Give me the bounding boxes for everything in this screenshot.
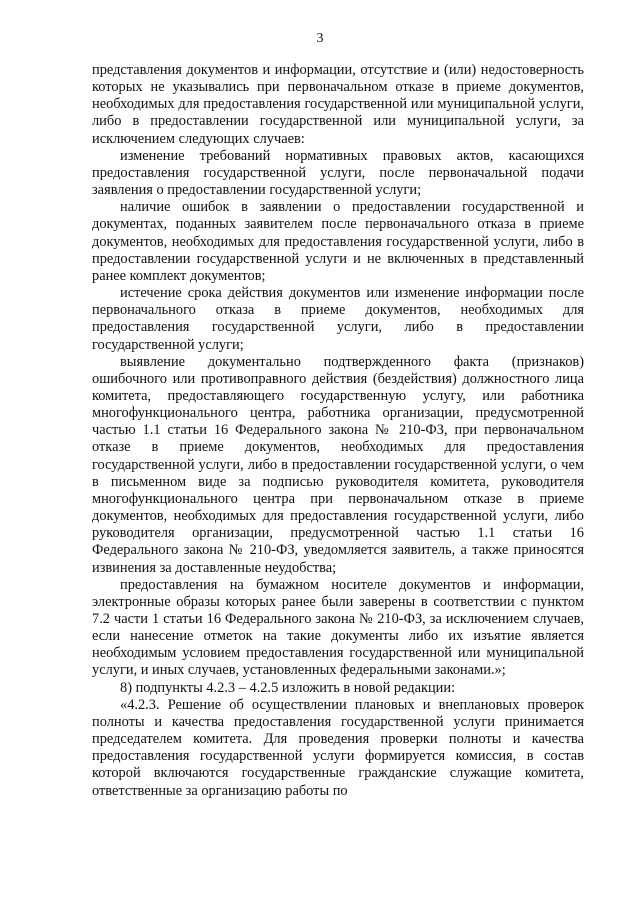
- paragraph-exception-2: наличие ошибок в заявлении о предоставлении государственной и документах, поданных заявителем после первоначального отказа в приеме документов, необходимых для предоставления государственной услуги, либо в предоставлении государственной услуги и не включенных в представленный ранее комплект документов;: [92, 199, 584, 284]
- page-number: 3: [316, 31, 324, 46]
- paragraph-subclause-4-2-3: «4.2.3. Решение об осуществлении плановых и внеплановых проверок полноты и качества предоставления государственной услуги принимается председателем комитета. Для проведения проверки полноты и качества предоставления государственной услуги формируется комиссия, в состав которой включаются государственные гражданские служащие комитета, ответственные за организацию работы по: [92, 696, 584, 799]
- paragraph-exception-1: изменение требований нормативных правовых актов, касающихся предоставления государственной услуги, после первоначальной подачи заявления о предоставлении государственной услуги;: [92, 147, 584, 199]
- paragraph-exception-4: выявление документально подтвержденного факта (признаков) ошибочного или противоправного действия (бездействия) должностного лица комитета, предоставляющего государственную услугу, или работника многофункционального центра, работника организации, предусмотренной частью 1.1 статьи 16 Федерального закона № 210-ФЗ, при первоначальном отказе в приеме документов, необходимых для предоставления государственной услуги, либо в предоставлении государственной услуги, о чем в письменном виде за подписью руководителя комитета, руководителя многофункционального центра при первоначальном отказе в приеме документов, необходимых для предоставления государственной услуги, либо руководителя организации, предусмотренной частью 1.1 статьи 16 Федерального закона № 210-ФЗ, уведомляется заявитель, а также приносятся извинения за доставленные неудобства;: [92, 353, 584, 576]
- paragraph-amendment-8: 8) подпункты 4.2.3 – 4.2.5 изложить в новой редакции:: [120, 679, 456, 696]
- paragraph-exception-3: истечение срока действия документов или изменение информации после первоначального отказа в приеме документов, необходимых для предоставления государственной услуги, либо в предоставлении государственной услуги;: [92, 285, 584, 353]
- paragraph-continuation: представления документов и информации, отсутствие и (или) недостоверность которых не указывались при первоначальном отказе в приеме документов, необходимых для предоставления государственной или муниципальной услуги, либо в предоставлении государственной или муниципальной услуги, за исключением следующих случаев:: [92, 62, 584, 147]
- paragraph-exception-5: предоставления на бумажном носителе документов и информации, электронные образы которых ранее были заверены в соответствии с пунктом 7.2 части 1 статьи 16 Федерального закона № 210-ФЗ, за исключением случаев, если нанесение отметок на такие документы либо их изъятие является необходимым условием предоставления государственной или муниципальной услуги, и иных случаев, установленных федеральными законами.»;: [92, 576, 584, 679]
- document-body: [92, 62, 584, 800]
